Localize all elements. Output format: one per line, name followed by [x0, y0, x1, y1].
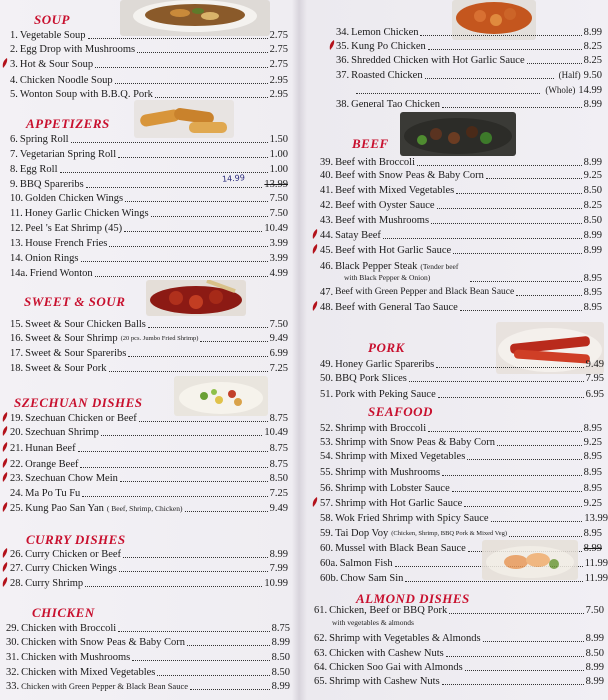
menu-item: 28. Curry Shrimp 10.99 — [10, 578, 288, 589]
section-heading-beef: BEEF — [352, 136, 389, 151]
chili-pepper-icon — [1, 548, 9, 559]
menu-item: 57. Shrimp with Hot Garlic Sauce 9.25 — [320, 498, 602, 509]
menu-item: 42. Beef with Oyster Sauce 8.25 — [320, 200, 602, 211]
chili-pepper-icon — [1, 442, 9, 453]
section-heading-appetizers: APPETIZERS — [26, 116, 110, 131]
section-heading-chicken: CHICKEN — [32, 605, 95, 620]
chili-pepper-icon — [1, 426, 9, 437]
menu-item: 65. Shrimp with Cashew Nuts 8.99 — [314, 676, 604, 687]
section-heading-curry: CURRY DISHES — [26, 532, 126, 547]
menu-item: 8.95 — [320, 272, 602, 285]
item-subnote: with vegetables & almonds — [332, 618, 414, 627]
chili-pepper-icon — [1, 412, 9, 423]
menu-item: 64. Chicken Soo Gai with Almonds 8.99 — [314, 662, 604, 673]
menu-item: 39. Beef with Broccoli 8.99 — [320, 157, 602, 168]
menu-item: 60a. Salmon Fish 11.99 — [320, 558, 608, 569]
chili-pepper-icon — [311, 497, 319, 508]
chili-pepper-icon — [1, 577, 9, 588]
beef-photo — [400, 112, 516, 156]
menu-item: 13. House French Fries 3.99 — [10, 238, 288, 249]
menu-item: 6. Spring Roll 1.50 — [10, 134, 288, 145]
menu-item: 23. Szechuan Chow Mein 8.50 — [10, 473, 288, 484]
chili-pepper-icon — [1, 458, 9, 469]
menu-item: 5. Wonton Soup with B.B.Q. Pork 2.95 — [10, 89, 288, 100]
menu-item: 17. Sweet & Sour Spareribs 6.99 — [10, 348, 288, 359]
menu-item: 47. Beef with Green Pepper and Black Bean Sauce 8.95 — [320, 287, 602, 298]
menu-item: 4. Chicken Noodle Soup 2.95 — [10, 75, 288, 86]
chili-pepper-icon — [1, 562, 9, 573]
menu-item: 10. Golden Chicken Wings 7.50 — [10, 193, 288, 204]
chili-pepper-icon — [1, 472, 9, 483]
menu-item: 58. Wok Fried Shrimp with Spicy Sauce 13.99 — [320, 513, 608, 524]
menu-item: 2. Egg Drop with Mushrooms 2.75 — [10, 44, 288, 55]
menu-item: 35. Kung Po Chicken 8.25 — [336, 41, 602, 52]
menu-item: 14. Onion Rings 3.99 — [10, 253, 288, 264]
seafood-photo — [482, 540, 578, 580]
menu-item: 46. Black Pepper Steak (Tender beef — [320, 261, 459, 272]
menu-left-column — [0, 0, 298, 700]
menu-item: 60. Mussel with Black Bean Sauce 8.99 — [320, 543, 602, 554]
menu-item: 50. BBQ Pork Slices 7.95 — [320, 373, 604, 384]
handwritten-price: 14.99 — [221, 173, 246, 184]
menu-item: 40. Beef with Snow Peas & Baby Corn 9.25 — [320, 170, 602, 181]
szechuan-photo — [174, 376, 268, 416]
menu-item: 53. Shrimp with Snow Peas & Baby Corn 9.25 — [320, 437, 602, 448]
menu-item: (Whole) 14.99 — [336, 84, 602, 97]
menu-item: 37. Roasted Chicken (Half) 9.50 — [336, 70, 602, 81]
menu-item: 34. Lemon Chicken 8.99 — [336, 27, 602, 38]
chili-pepper-icon — [328, 40, 336, 51]
section-heading-pork: PORK — [368, 340, 405, 355]
menu-item: 63. Chicken with Cashew Nuts 8.50 — [314, 648, 604, 659]
chili-pepper-icon — [311, 229, 319, 240]
chili-pepper-icon — [311, 301, 319, 312]
menu-item: 61. Chicken, Beef or BBQ Pork 7.50 — [314, 605, 604, 616]
menu-item: 24. Ma Po Tu Fu 7.25 — [10, 488, 288, 499]
menu-item: 7. Vegetarian Spring Roll 1.00 — [10, 149, 288, 160]
sweet-sour-photo — [146, 280, 246, 316]
menu-item: 55. Shrimp with Mushrooms 8.95 — [320, 467, 602, 478]
menu-item: 27. Curry Chicken Wings 7.99 — [10, 563, 288, 574]
menu-item: 62. Shrimp with Vegetables & Almonds 8.99 — [314, 633, 604, 644]
menu-item: 54. Shrimp with Mixed Vegetables 8.95 — [320, 451, 602, 462]
menu-right-column — [306, 0, 608, 700]
section-heading-sweet-sour: SWEET & SOUR — [24, 294, 126, 309]
menu-item: 32. Chicken with Mixed Vegetables 8.50 — [6, 667, 290, 678]
menu-item: 11. Honey Garlic Chicken Wings 7.50 — [10, 208, 288, 219]
menu-item: 45. Beef with Hot Garlic Sauce 8.99 — [320, 245, 602, 256]
section-heading-szechuan: SZECHUAN DISHES — [14, 395, 143, 410]
menu-item: 41. Beef with Mixed Vegetables 8.50 — [320, 185, 602, 196]
menu-item: 49. Honey Garlic Spareribs 9.49 — [320, 359, 604, 370]
menu-item: 43. Beef with Mushrooms 8.50 — [320, 215, 602, 226]
menu-item: 36. Shredded Chicken with Hot Garlic Sauce 8.25 — [336, 55, 602, 66]
menu-item: 31. Chicken with Mushrooms 8.50 — [6, 652, 290, 663]
menu-item: 21. Hunan Beef 8.75 — [10, 443, 288, 454]
menu-item: 9. BBQ Spareribs 13.99 — [10, 179, 288, 190]
menu-item: 60b. Chow Sam Sin 11.99 — [320, 573, 608, 584]
section-heading-seafood: SEAFOOD — [368, 404, 433, 419]
menu-item: 51. Pork with Peking Sauce 6.95 — [320, 389, 604, 400]
menu-item: 26. Curry Chicken or Beef 8.99 — [10, 549, 288, 560]
menu-item: 30. Chicken with Snow Peas & Baby Corn 8.99 — [6, 637, 290, 648]
menu-item: 19. Szechuan Chicken or Beef 8.75 — [10, 413, 288, 424]
chili-pepper-icon — [311, 244, 319, 255]
menu-item: 20. Szechuan Shrimp 10.49 — [10, 427, 288, 438]
menu-item: 12. Peel 's Eat Shrimp (45) 10.49 — [10, 223, 288, 234]
menu-item: 25. Kung Pao San Yan ( Beef, Shrimp, Chicken) 9.49 — [10, 503, 288, 514]
section-heading-soup: SOUP — [34, 12, 70, 27]
item-subnote: with Black Pepper & Onion) — [344, 273, 431, 282]
menu-item: 52. Shrimp with Broccoli 8.95 — [320, 423, 602, 434]
menu-item: 8. Egg Roll 1.00 — [10, 164, 288, 175]
chili-pepper-icon — [1, 58, 9, 69]
menu-item: 18. Sweet & Sour Pork 7.25 — [10, 363, 288, 374]
section-heading-almond: ALMOND DISHES — [356, 591, 470, 606]
menu-item: 48. Beef with General Tao Sauce 8.95 — [320, 302, 602, 313]
menu-item: 3. Hot & Sour Soup 2.75 — [10, 59, 288, 70]
menu-item: 16. Sweet & Sour Shrimp (20 pcs. Jumbo Fried Shrimp) 9.49 — [10, 333, 288, 344]
menu-item: 1. Vegetable Soup 2.75 — [10, 30, 288, 41]
menu-item: 29. Chicken with Broccoli 8.75 — [6, 623, 290, 634]
menu-item: 38. General Tao Chicken 8.99 — [336, 99, 602, 110]
chili-pepper-icon — [1, 502, 9, 513]
menu-item: 14a. Friend Wonton 4.99 — [10, 268, 288, 279]
menu-item: 56. Shrimp with Lobster Sauce 8.95 — [320, 483, 602, 494]
menu-item: 33. Chicken with Green Pepper & Black Bean Sauce 8.99 — [6, 681, 290, 692]
menu-item: 22. Orange Beef 8.75 — [10, 459, 288, 470]
menu-item: 59. Tai Dop Voy (Chicken, Shrimp, BBQ Pork & Mixed Veg) 8.95 — [320, 528, 602, 539]
menu-item: 15. Sweet & Sour Chicken Balls 7.50 — [10, 319, 288, 330]
menu-item: 44. Satay Beef 8.99 — [320, 230, 602, 241]
